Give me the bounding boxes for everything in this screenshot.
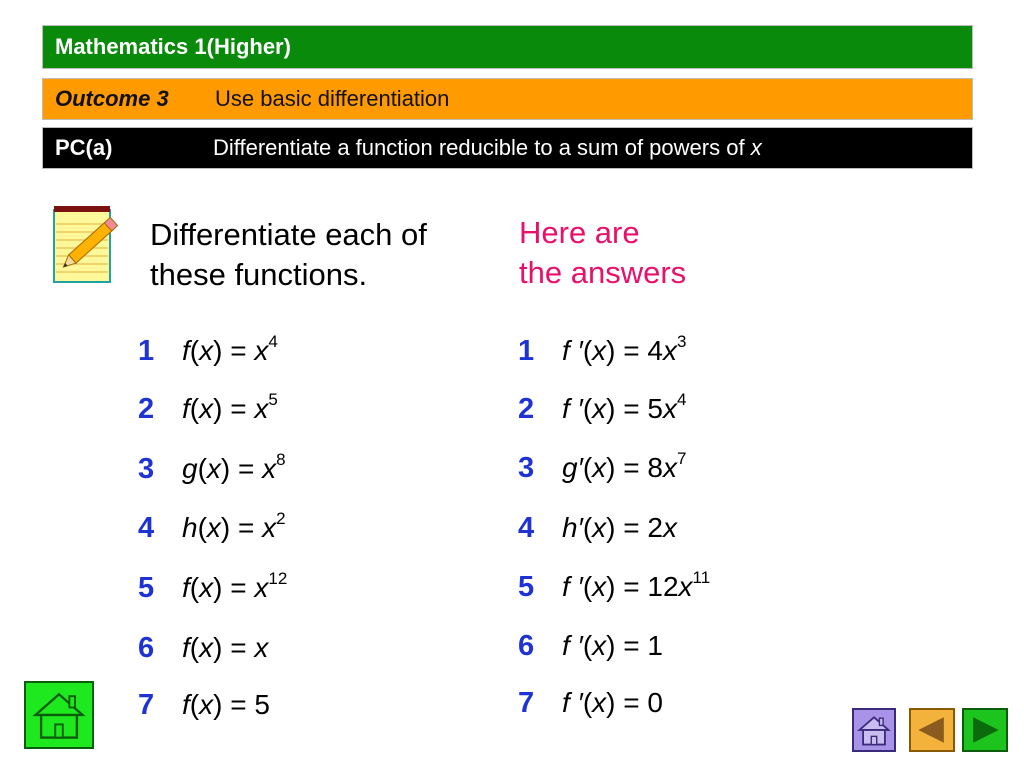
course-title: Mathematics 1(Higher) [55,34,291,59]
home-button-right[interactable] [852,708,896,752]
answer-number: 5 [518,570,535,603]
title-banner [42,25,973,69]
question-number: 1 [138,334,155,367]
question-row [138,566,287,610]
answer-row [518,624,663,668]
answer-row [518,681,663,725]
answer-number: 4 [518,511,535,544]
outcome-banner [42,78,973,120]
question-number: 5 [138,571,155,604]
question-expression: f(x) = x [182,632,269,663]
question-expression: $g(x) = x^8$ [182,450,286,484]
question-expression: $f(x) = x^4$ [182,332,278,366]
question-number: 3 [138,452,155,485]
home-icon [854,710,894,750]
answer-expression: f ′(x) = 1 [562,630,663,661]
question-number: 2 [138,392,155,425]
previous-slide-button[interactable] [909,708,955,752]
question-row [138,626,268,670]
pc-description [213,128,762,168]
instruction-text [150,215,427,295]
triangle-left-icon [911,710,953,750]
next-slide-button[interactable] [962,708,1008,752]
instruction-line-1: Differentiate each of [150,217,427,252]
answer-row [518,506,677,550]
question-number: 7 [138,688,155,721]
question-row [138,447,286,491]
answer-number: 6 [518,629,535,662]
question-row [138,506,286,550]
question-row [138,683,270,727]
answers-heading [519,213,686,293]
answer-expression: f $'(x) = 12x^{11}$ [562,568,711,602]
question-number: 4 [138,511,155,544]
answer-number: 2 [518,392,535,425]
answers-heading-line-1: Here are [519,215,640,250]
answer-expression: f $'(x) = 4x^3$ [562,332,687,366]
outcome-description: Use basic differentiation [215,86,450,111]
answer-expression: f $'(x) = 5x^4$ [562,390,687,424]
answer-expression: h′(x) = 2x [562,512,677,543]
answer-expression: f ′(x) = 0 [562,687,663,718]
pc-banner [42,127,973,169]
instruction-line-2: these functions. [150,257,368,292]
question-expression: $h(x) = x^2$ [182,509,286,543]
question-expression: $f(x) = x^{12}$ [182,569,288,603]
answer-expression: $g'(x) = 8x^7$ [562,449,687,483]
answer-number: 7 [518,686,535,719]
answer-row [518,565,710,609]
pc-text: Differentiate a function reducible to a sum of powers of [213,135,745,160]
answer-row [518,329,686,373]
question-expression: f(x) = 5 [182,689,270,720]
answer-number: 3 [518,451,535,484]
question-row [138,329,278,373]
question-number: 6 [138,631,155,664]
question-expression: $f(x) = x^5$ [182,390,278,424]
answer-number: 1 [518,334,535,367]
answer-row [518,446,686,490]
triangle-right-icon [964,710,1006,750]
answers-heading-line-2: the answers [519,255,687,290]
outcome-label: Outcome 3 [55,86,169,111]
question-row [138,387,278,431]
home-button-left[interactable] [24,681,94,749]
notepad-pencil-icon [50,204,128,284]
home-icon [26,683,92,747]
pc-variable: x [750,135,762,160]
pc-label: PC(a) [55,135,113,160]
answer-row [518,387,686,431]
